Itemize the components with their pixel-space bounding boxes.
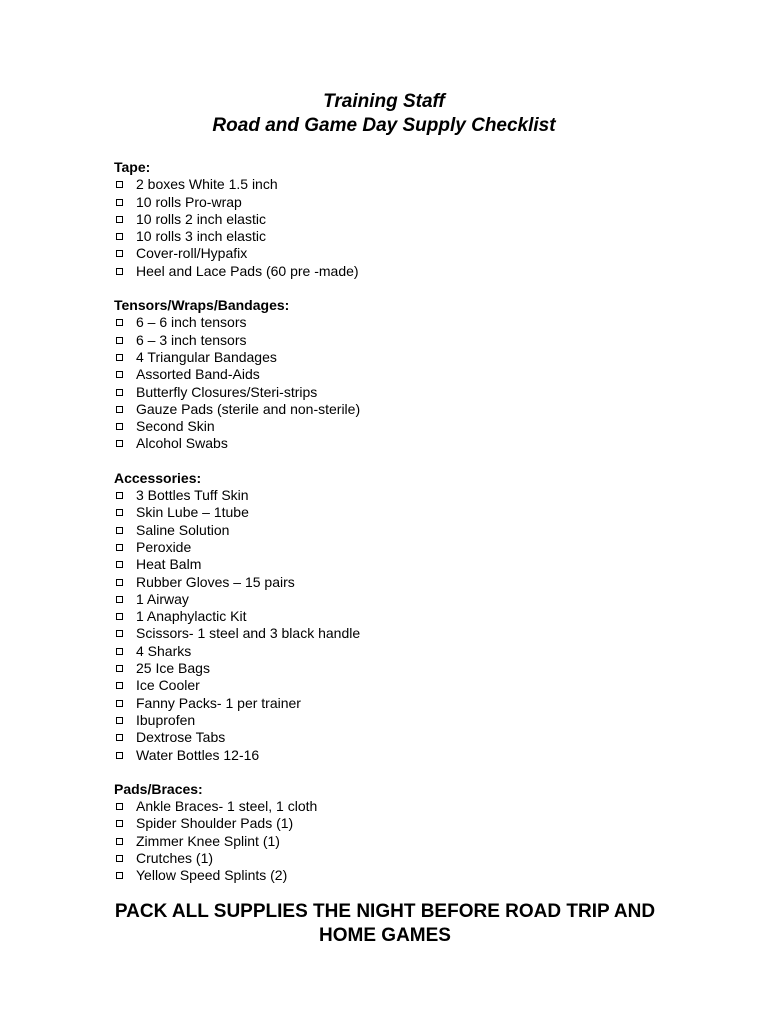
checklist-item-label: Alcohol Swabs	[136, 435, 228, 452]
checklist-item-label: 4 Triangular Bandages	[136, 348, 277, 365]
footer-line-1: PACK ALL SUPPLIES THE NIGHT BEFORE ROAD TRIP AND	[114, 901, 656, 922]
checkbox-icon	[116, 354, 123, 361]
checklist-item-label: Cover-roll/Hypafix	[136, 245, 248, 262]
checkbox-icon	[116, 250, 123, 257]
checklist-item-label: Butterfly Closures/Steri-strips	[136, 383, 318, 400]
title-line-2: Road and Game Day Supply Checklist	[212, 115, 556, 136]
checklist-item-label: Fanny Packs- 1 per trainer	[136, 694, 301, 711]
checklist-item	[114, 643, 674, 660]
checklist-item	[114, 677, 674, 694]
checklist-item-label: 6 – 3 inch tensors	[136, 331, 247, 348]
checklist-item	[114, 401, 674, 418]
checklist-item-label: Ankle Braces- 1 steel, 1 cloth	[136, 798, 318, 815]
checkbox-icon	[116, 803, 123, 810]
checklist-item-label: 1 Anaphylactic Kit	[136, 608, 247, 625]
checkbox-icon	[116, 371, 123, 378]
checkbox-icon	[116, 820, 123, 827]
checklist-item	[114, 435, 674, 452]
checkbox-icon	[116, 717, 123, 724]
checklist-item-label: 10 rolls 3 inch elastic	[136, 228, 266, 245]
checkbox-icon	[116, 509, 123, 516]
checklist-item	[114, 625, 674, 642]
footer-note	[40, 900, 730, 948]
checklist-item	[114, 729, 674, 746]
checkbox-icon	[116, 734, 123, 741]
document-title	[0, 90, 768, 138]
checkbox-icon	[116, 233, 123, 240]
checklist-items	[114, 798, 674, 884]
checklist-item	[114, 798, 674, 815]
checklist-items	[114, 487, 674, 764]
checklist-item-label: 3 Bottles Tuff Skin	[136, 487, 249, 504]
checklist-item	[114, 660, 674, 677]
checklist-item	[114, 522, 674, 539]
checklist-item	[114, 712, 674, 729]
checklist-item	[114, 384, 674, 401]
section-heading: Tape:	[114, 159, 151, 175]
checklist-item-label: 25 Ice Bags	[136, 660, 210, 677]
checkbox-icon	[116, 579, 123, 586]
checklist-item-label: Saline Solution	[136, 521, 230, 538]
checklist-item-label: Assorted Band-Aids	[136, 366, 260, 383]
checkbox-icon	[116, 561, 123, 568]
checklist-item	[114, 833, 674, 850]
checklist-item-label: Zimmer Knee Splint (1)	[136, 832, 280, 849]
checklist-item-label: Skin Lube – 1tube	[136, 504, 249, 521]
checklist-item	[114, 349, 674, 366]
checklist-item	[114, 556, 674, 573]
checkbox-icon	[116, 406, 123, 413]
checklist-item	[114, 332, 674, 349]
checklist-item-label: Dextrose Tabs	[136, 729, 226, 746]
checklist-item-label: Scissors- 1 steel and 3 black handle	[136, 625, 361, 642]
checklist-item	[114, 228, 674, 245]
checklist-item-label: 1 Airway	[136, 590, 189, 607]
checklist-item	[114, 487, 674, 504]
checkbox-icon	[116, 838, 123, 845]
section-heading: Accessories:	[114, 469, 202, 486]
checkbox-icon	[116, 527, 123, 534]
checkbox-icon	[116, 544, 123, 551]
checkbox-icon	[116, 216, 123, 223]
checklist-item	[114, 574, 674, 591]
checklist-section	[114, 781, 674, 885]
checklist-item	[114, 314, 674, 331]
checkbox-icon	[116, 665, 123, 672]
title-line-1: Training Staff	[323, 91, 445, 112]
checklist-items	[114, 314, 674, 452]
checklist-item-label: 10 rolls Pro-wrap	[136, 193, 242, 210]
checkbox-icon	[116, 199, 123, 206]
checkbox-icon	[116, 596, 123, 603]
checklist-item	[114, 176, 674, 193]
checklist-item-label: Gauze Pads (sterile and non-sterile)	[136, 400, 361, 417]
checklist-item-label: 2 boxes White 1.5 inch	[136, 176, 278, 193]
checklist-item-label: Heat Balm	[136, 556, 202, 573]
checkbox-icon	[116, 319, 123, 326]
checklist-item	[114, 815, 674, 832]
checklist-item	[114, 418, 674, 435]
checklist-item	[114, 591, 674, 608]
checkbox-icon	[116, 389, 123, 396]
checkbox-icon	[116, 752, 123, 759]
checkbox-icon	[116, 337, 123, 344]
checklist-item	[114, 366, 674, 383]
checklist-item	[114, 695, 674, 712]
checklist-item-label: Yellow Speed Splints (2)	[136, 867, 288, 884]
checklist-item-label: Water Bottles 12-16	[136, 746, 260, 763]
checklist-item	[114, 539, 674, 556]
checklist-item-label: Rubber Gloves – 15 pairs	[136, 573, 295, 590]
checklist-item-label: 4 Sharks	[136, 642, 192, 659]
checkbox-icon	[116, 492, 123, 499]
checklist-item	[114, 263, 674, 280]
checklist-item-label: Crutches (1)	[136, 849, 214, 866]
checkbox-icon	[116, 423, 123, 430]
checklist-item	[114, 504, 674, 521]
checkbox-icon	[116, 648, 123, 655]
checklist-item-label: Spider Shoulder Pads (1)	[136, 815, 294, 832]
checkbox-icon	[116, 700, 123, 707]
checklist-item-label: Heel and Lace Pads (60 pre -made)	[136, 262, 359, 279]
section-heading: Tensors/Wraps/Bandages:	[114, 297, 290, 314]
checkbox-icon	[116, 613, 123, 620]
checklist-item	[114, 747, 674, 764]
checklist-item-label: Ice Cooler	[136, 677, 200, 694]
checklist-section	[114, 297, 674, 453]
checklist-item	[114, 245, 674, 262]
checkbox-icon	[116, 682, 123, 689]
checkbox-icon	[116, 268, 123, 275]
checkbox-icon	[116, 630, 123, 637]
checklist-item	[114, 211, 674, 228]
checkbox-icon	[116, 181, 123, 188]
checklist-item-label: Second Skin	[136, 418, 215, 435]
checklist-item	[114, 608, 674, 625]
footer-line-2: HOME GAMES	[319, 925, 451, 946]
checklist-item-label: 6 – 6 inch tensors	[136, 314, 247, 331]
section-heading: Pads/Braces:	[114, 780, 203, 797]
checklist-content	[114, 159, 674, 902]
checklist-item	[114, 194, 674, 211]
checklist-section	[114, 470, 674, 764]
checkbox-icon	[116, 855, 123, 862]
checklist-section	[114, 159, 674, 280]
checklist-item	[114, 867, 674, 884]
checklist-item-label: 10 rolls 2 inch elastic	[136, 210, 266, 227]
checklist-item-label: Peroxide	[136, 538, 192, 555]
checkbox-icon	[116, 872, 123, 879]
checklist-item	[114, 850, 674, 867]
checkbox-icon	[116, 440, 123, 447]
checklist-items	[114, 176, 674, 280]
checklist-item-label: Ibuprofen	[136, 711, 196, 728]
